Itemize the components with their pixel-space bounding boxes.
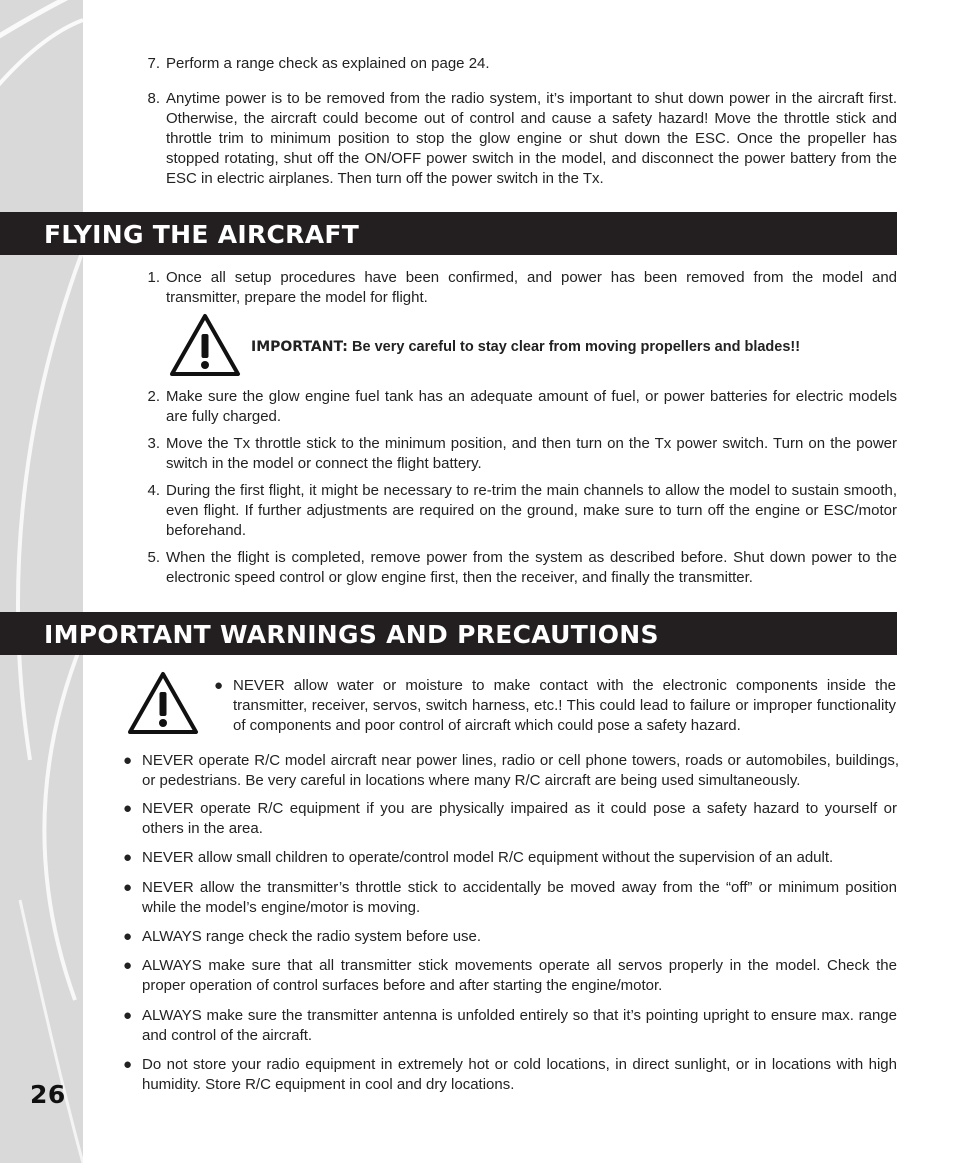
step-text: Make sure the glow engine fuel tank has an adequate amount of fuel, or power batteries for electric models are fully charged. bbox=[166, 388, 897, 425]
step-number: 3. bbox=[147, 435, 160, 452]
step-text: When the flight is completed, remove power from the system as described before. Shut down power to the electronic speed control or glow engine first, then the receiver, and finally the transmitter. bbox=[166, 549, 897, 586]
bullet-icon: ● bbox=[123, 1007, 133, 1024]
important-label: IMPORTANT: bbox=[251, 339, 348, 355]
warning-text: NEVER allow small children to operate/control model R/C equipment without the supervision of an adult. bbox=[142, 849, 834, 866]
section-banner-warnings bbox=[0, 612, 897, 655]
step-text: During the first flight, it might be necessary to re-trim the main channels to allow the model to sustain smooth, even flight. If further adjustments are required on the ground, make sure to turn off the engine or ESC/motor beforehand. bbox=[166, 482, 897, 539]
step-text: Anytime power is to be removed from the radio system, it’s important to shut down power in the aircraft first. Otherwise, the aircraft could become out of control and cause a safety hazard! Move the throttle stick and throttle trim to minimum position to stop the glow engine or shut down the ESC. Once the propeller has stopped rotating, shut off the ON/OFF power switch in the model, and disconnect the power battery from the ESC in electric airplanes. Then turn off the power switch in the Tx. bbox=[166, 90, 897, 187]
page-number: 26 bbox=[30, 1080, 66, 1109]
warning-text: NEVER allow water or moisture to make contact with the electronic components inside the transmitter, receiver, servos, switch harness, etc.! This could lead to failure or improper functionality of components and poor control of aircraft which could pose a safety hazard. bbox=[233, 677, 896, 734]
bullet-icon: ● bbox=[123, 849, 133, 866]
bullet-icon: ● bbox=[214, 677, 224, 694]
warning-text: ALWAYS make sure that all transmitter stick movements operate all servos properly in the model. Check the proper operation of control surfaces before and after starting the engine/motor. bbox=[142, 957, 897, 994]
step-number: 7. bbox=[147, 55, 160, 72]
step-text: Once all setup procedures have been confirmed, and power has been removed from the model and transmitter, prepare the model for flight. bbox=[166, 269, 897, 306]
section-banner-flying bbox=[0, 212, 897, 255]
bullet-icon: ● bbox=[123, 800, 133, 817]
warning-triangle-icon bbox=[126, 670, 200, 736]
step-text: Perform a range check as explained on page 24. bbox=[166, 55, 490, 72]
warning-text: ALWAYS range check the radio system before use. bbox=[142, 928, 482, 945]
sidebar-arcs bbox=[0, 0, 83, 1163]
warning-text: ALWAYS make sure the transmitter antenna is unfolded entirely so that it’s pointing upright to ensure max. range and control of the aircraft. bbox=[142, 1007, 897, 1044]
section-title: IMPORTANT WARNINGS AND PRECAUTIONS bbox=[44, 620, 659, 649]
bullet-icon: ● bbox=[123, 957, 133, 974]
step-number: 8. bbox=[147, 90, 160, 107]
bullet-icon: ● bbox=[123, 752, 133, 769]
warning-text: NEVER allow the transmitter’s throttle stick to accidentally be moved away from the “off” or minimum position while the model’s engine/motor is moving. bbox=[142, 879, 897, 916]
bullet-icon: ● bbox=[123, 928, 133, 945]
bullet-icon: ● bbox=[123, 879, 133, 896]
step-number: 1. bbox=[147, 269, 160, 286]
warning-triangle-icon bbox=[168, 312, 242, 378]
bullet-icon: ● bbox=[123, 1056, 133, 1073]
warning-text: NEVER operate R/C model aircraft near power lines, radio or cell phone towers, roads or automobiles, buildings, or pedestrians. Be very careful in locations where many R/C aircraft are being used simultaneously. bbox=[142, 752, 899, 789]
step-number: 2. bbox=[147, 388, 160, 405]
step-number: 5. bbox=[147, 549, 160, 566]
warning-text: Do not store your radio equipment in extremely hot or cold locations, in direct sunlight, or in locations with high humidity. Store R/C equipment in cool and dry locations. bbox=[142, 1056, 897, 1093]
step-text: Move the Tx throttle stick to the minimum position, and then turn on the Tx power switch. Turn on the power switch in the model or connect the flight battery. bbox=[166, 435, 897, 472]
warning-text: NEVER operate R/C equipment if you are physically impaired as it could pose a safety hazard to yourself or others in the area. bbox=[142, 800, 897, 837]
important-text: Be very careful to stay clear from moving propellers and blades!! bbox=[352, 339, 801, 355]
section-title: FLYING THE AIRCRAFT bbox=[44, 220, 360, 249]
important-callout bbox=[251, 337, 901, 357]
step-number: 4. bbox=[147, 482, 160, 499]
decorative-sidebar bbox=[0, 0, 83, 1163]
